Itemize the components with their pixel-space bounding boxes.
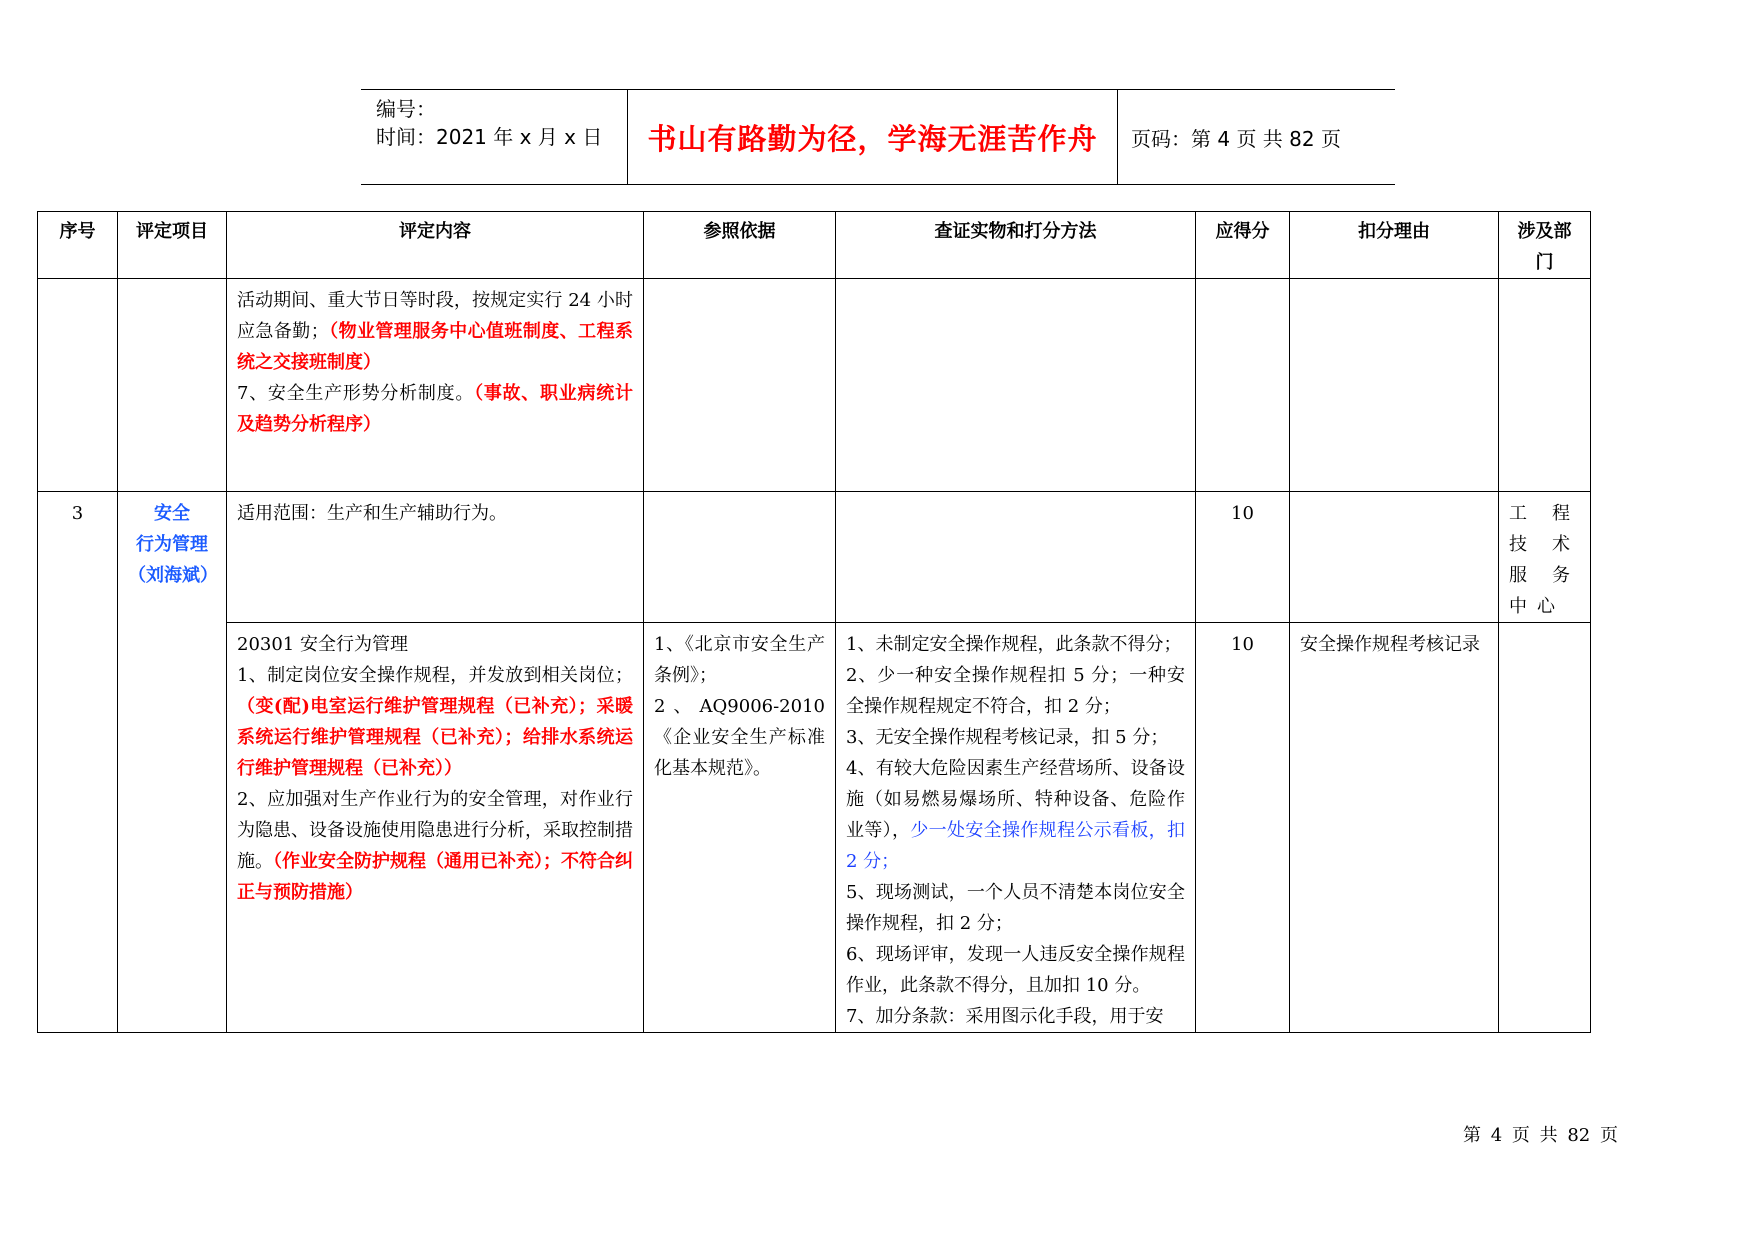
col-header-basis: 参照依据: [644, 212, 836, 279]
document-header: [361, 89, 1395, 185]
method-text: 6、现场评审，发现一人违反安全操作规程作业，此条款不得分，且加扣 10 分。: [846, 944, 1185, 996]
cell-department: [1499, 623, 1591, 1033]
header-motto: 书山有路勤为径，学海无涯苦作舟: [628, 90, 1118, 184]
content-highlight: （变(配)电室运行维护管理规程（已补充）；采暖系统运行维护管理规程（已补充）；给排水系统运行维护管理规程（已补充））: [237, 696, 633, 779]
method-text: 7、加分条款：采用图示化手段，用于安: [846, 1006, 1164, 1027]
cell-deduction: [1290, 492, 1499, 623]
basis-text: 2、AQ9006-2010《企业安全生产标准化基本规范》。: [654, 696, 825, 779]
cell-department: 工程技术服务中心: [1499, 492, 1591, 623]
method-text: 4、有较大危险因素生产经营场所、设备设施（如易燃易爆场所、特种设备、危险作业等），: [846, 758, 1185, 841]
cell-content: 适用范围：生产和生产辅助行为。: [227, 492, 644, 623]
cell-deduction: [1290, 279, 1499, 492]
table-row: [38, 492, 1591, 623]
cell-project: [118, 279, 227, 492]
col-header-project: 评定项目: [118, 212, 227, 279]
method-text: 1、未制定安全操作规程，此条款不得分；: [846, 634, 1182, 655]
cell-method: [836, 279, 1196, 492]
basis-text: 1、《北京市安全生产条例》；: [654, 634, 825, 686]
cell-basis: [644, 279, 836, 492]
evaluation-table: [37, 211, 1591, 1033]
content-highlight: （作业安全防护规程（通用已补充）；不符合纠正与预防措施）: [237, 851, 633, 903]
cell-score: 10: [1196, 623, 1290, 1033]
project-line: 安全: [154, 503, 190, 524]
col-header-content: 评定内容: [227, 212, 644, 279]
cell-content: [227, 623, 644, 1033]
content-text: 7、安全生产形势分析制度。: [237, 383, 475, 404]
content-text: 1、制定岗位安全操作规程，并发放到相关岗位；: [237, 665, 633, 686]
method-text: 3、无安全操作规程考核记录，扣 5 分；: [846, 727, 1169, 748]
header-date: 时间：2021 年 x 月 x 日: [376, 125, 603, 149]
cell-department: [1499, 279, 1591, 492]
header-page-info: 页码：第 4 页 共 82 页: [1131, 126, 1341, 151]
page-footer: 第 4 页 共 82 页: [1463, 1125, 1618, 1146]
col-header-method: 查证实物和打分方法: [836, 212, 1196, 279]
cell-project: [118, 492, 227, 1033]
col-header-deduction: 扣分理由: [1290, 212, 1499, 279]
cell-score: 10: [1196, 492, 1290, 623]
content-text: 活动期间、重大节日等时段，按规定实行 24 小时应急备勤；: [237, 290, 633, 342]
content-text: 2、应加强对生产作业行为的安全管理，对作业行为隐患、设备设施使用隐患进行分析，采取控制措施。: [237, 789, 633, 872]
cell-method: [836, 492, 1196, 623]
header-meta: [361, 90, 628, 184]
content-highlight: （事故、职业病统计及趋势分析程序）: [237, 383, 633, 435]
table-row: [38, 279, 1591, 492]
cell-seq: 3: [38, 492, 118, 1033]
content-highlight: （物业管理服务中心值班制度、工程系统之交接班制度）: [237, 321, 634, 373]
cell-method: [836, 623, 1196, 1033]
cell-deduction: 安全操作规程考核记录: [1290, 623, 1499, 1033]
cell-basis: [644, 492, 836, 623]
cell-basis: [644, 623, 836, 1033]
method-text: 5、现场测试，一个人员不清楚本岗位安全操作规程，扣 2 分；: [846, 882, 1185, 934]
cell-content: [227, 279, 644, 492]
project-owner: （刘海斌）: [128, 565, 218, 586]
method-text: 2、少一种安全操作规程扣 5 分；一种安全操作规程规定不符合，扣 2 分；: [846, 665, 1185, 717]
table-row: [38, 623, 1591, 1033]
cell-score: [1196, 279, 1290, 492]
col-header-score: 应得分: [1196, 212, 1290, 279]
project-line: 行为管理: [136, 534, 208, 555]
content-text: 20301 安全行为管理: [237, 634, 408, 655]
cell-seq: [38, 279, 118, 492]
table-header-row: [38, 212, 1591, 279]
col-header-department: 涉及部门: [1499, 212, 1591, 279]
col-header-seq: 序号: [38, 212, 118, 279]
method-highlight: 少一处安全操作规程公示看板，扣 2 分；: [846, 820, 1186, 872]
header-number-label: 编号：: [376, 97, 436, 121]
